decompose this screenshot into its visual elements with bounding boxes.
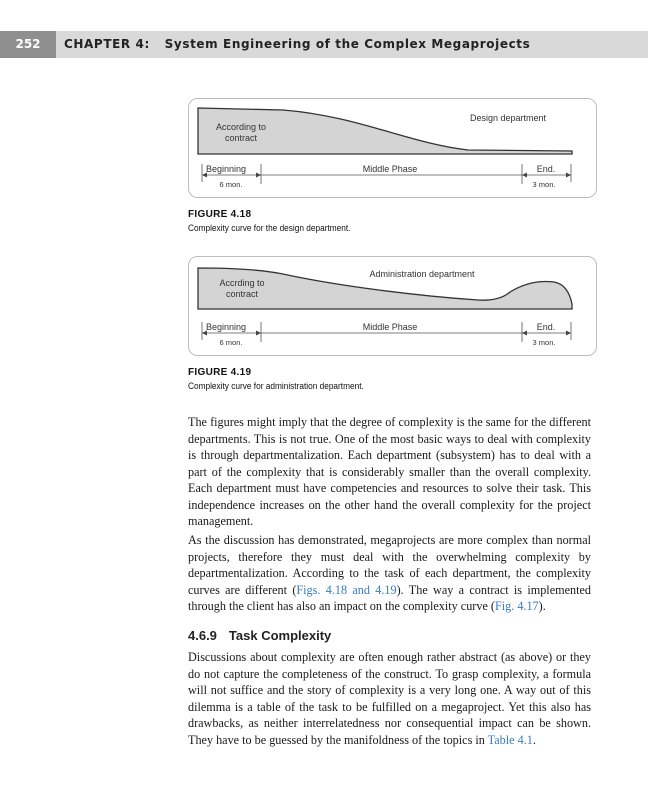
figure-4-18 [188, 98, 597, 198]
caption-text: Complexity curve for administration department. [188, 381, 364, 391]
running-header [0, 31, 648, 58]
paragraph-2 [188, 532, 591, 615]
paragraph-3 [188, 649, 591, 748]
fig-4-17-link[interactable]: Fig. 4.17 [494, 599, 539, 613]
paragraph-2-text: ). The way a contract is implemented through the client has also an impact on the complexity curve ( [188, 582, 591, 613]
figs-4-18-4-19-link[interactable]: Figs. 4.18 and 4.19 [296, 582, 397, 597]
left-label-line1: Accrding to [219, 278, 265, 288]
section-heading [188, 628, 331, 643]
paragraph-1: The figures might imply that the degree of complexity is the same for the different departments. This is not true. One of the most basic ways to deal with complexity is through departmentalization. Each department (subsystem) has to deal with a part of the complexity that is considerably smaller than the overall complexity. Each department must have competencies and resources to solve their task. This independence increases on the other hand the overall complexity for the project management. [188, 415, 591, 528]
chapter-title: System Engineering of the Complex Megaprojects [164, 37, 531, 51]
left-label-line2: contract [225, 289, 259, 299]
chapter-label: CHAPTER 4: [64, 37, 150, 51]
left-label-line2: contract [224, 133, 258, 143]
paragraph-3-text: Discussions about complexity are often enough rather abstract (as above) or they do not capture the completeness of the construct. To grasp complexity, a formula will not suffice and the story of complexity is a very long one. A way out of this dilemma is a table of the task to be fulfilled on a megaproject. Yet this also has drawbacks, as neither interrelatedness nor consequential impact can be shown. They have to be guessed by the manifoldness of the topics in [188, 650, 591, 747]
middle-phase-label: Middle Phase [362, 164, 418, 174]
beginning-label: Beginning [205, 164, 247, 174]
figure-4-19 [188, 256, 597, 356]
end-duration: 3 mon. [532, 180, 556, 189]
section-number: 4.6.9 [188, 628, 217, 643]
end-label: End. [536, 322, 556, 332]
middle-phase-label: Middle Phase [362, 322, 418, 332]
department-label: Design department [469, 113, 547, 123]
paragraph-2-text: As the discussion has demonstrated, megaprojects are more complex than normal projects, therefore they must deal with the overwhelming complexity by departmentalization. According to the task of each department, the complexity curves are different ( [188, 533, 591, 597]
caption-4-19 [188, 367, 379, 391]
table-4-1-link[interactable]: Table 4.1 [487, 732, 533, 747]
paragraph-2-text: ). [538, 599, 546, 613]
caption-label: FIGURE 4.18 [188, 209, 252, 220]
caption-label: FIGURE 4.19 [188, 367, 252, 378]
figure-4-19-diagram [188, 256, 597, 356]
caption-4-18 [188, 209, 365, 233]
page-number: 252 [0, 31, 56, 58]
figure-4-18-diagram [188, 98, 597, 198]
end-duration: 3 mon. [532, 338, 556, 347]
end-label: End. [536, 164, 556, 174]
beginning-label: Beginning [205, 322, 247, 332]
section-title: Task Complexity [228, 628, 332, 643]
left-label-line1: According to [215, 122, 267, 132]
paragraph-3-text: . [532, 732, 536, 747]
beginning-duration: 6 mon. [219, 180, 243, 189]
running-title [64, 31, 530, 58]
department-label: Administration department [369, 269, 475, 279]
caption-text: Complexity curve for the design department. [188, 223, 351, 233]
beginning-duration: 6 mon. [219, 338, 243, 347]
